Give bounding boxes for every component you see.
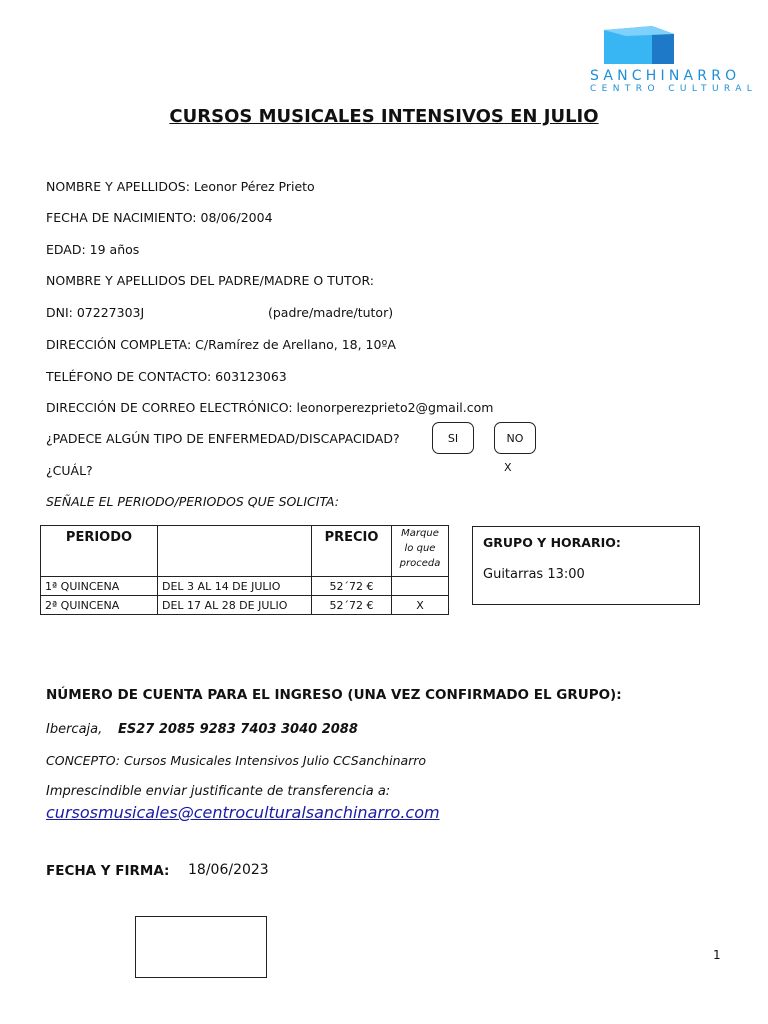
grupo-label: GRUPO Y HORARIO: <box>483 535 621 550</box>
checkbox-no[interactable] <box>494 422 536 454</box>
field-tutor: NOMBRE Y APELLIDOS DEL PADRE/MADRE O TUTOR: <box>46 273 374 288</box>
page-number: 1 <box>713 948 721 962</box>
pago-banco: Ibercaja, <box>46 722 103 737</box>
field-nombre: NOMBRE Y APELLIDOS: Leonor Pérez Prieto <box>46 179 315 194</box>
field-direccion: DIRECCIÓN COMPLETA: C/Ramírez de Arellano, 18, 10ºA <box>46 337 396 352</box>
table-row <box>41 577 449 596</box>
col-header-marque: Marque lo que proceda <box>392 526 449 577</box>
pago-iban: ES27 2085 9283 7403 3040 2088 <box>118 722 358 737</box>
table-row <box>41 596 449 615</box>
logo-word-centro-cultural: CENTRO CULTURAL <box>590 84 758 94</box>
firma-label: FECHA Y FIRMA: <box>46 863 170 879</box>
signature-box[interactable] <box>135 916 267 978</box>
cell-fechas: DEL 3 AL 14 DE JULIO <box>158 577 312 596</box>
periodo-prompt: SEÑALE EL PERIODO/PERIODOS QUE SOLICITA: <box>46 494 339 509</box>
field-dni-note: (padre/madre/tutor) <box>268 305 394 320</box>
pago-justificante: Imprescindible enviar justificante de transferencia a: <box>46 784 391 799</box>
cell-precio: 52´72 € <box>312 596 392 615</box>
page-title: CURSOS MUSICALES INTENSIVOS EN JULIO <box>169 106 599 127</box>
col-header-periodo: PERIODO <box>41 526 158 577</box>
sanchinarro-logo <box>546 8 760 104</box>
checkbox-si-label: SI <box>447 431 459 445</box>
checkbox-no-label: NO <box>506 431 524 445</box>
field-correo: DIRECCIÓN DE CORREO ELECTRÓNICO: leonorperezprieto2@gmail.com <box>46 400 494 415</box>
cell-precio: 52´72 € <box>312 577 392 596</box>
cell-mark[interactable] <box>392 577 449 596</box>
field-fecha-nacimiento: FECHA DE NACIMIENTO: 08/06/2004 <box>46 210 273 225</box>
period-table <box>40 525 449 615</box>
field-cual: ¿CUÁL? <box>46 463 93 478</box>
cell-mark[interactable]: X <box>392 596 449 615</box>
cell-periodo: 1ª QUINCENA <box>41 577 158 596</box>
email-link-wrap <box>46 803 440 822</box>
pago-concepto: CONCEPTO: Cursos Musicales Intensivos Julio CCSanchinarro <box>46 753 427 768</box>
building-logo-icon <box>546 8 760 68</box>
field-dni: DNI: 07227303J <box>46 305 145 320</box>
period-table-header <box>41 526 449 577</box>
cual-mark: X <box>504 461 512 474</box>
field-edad: EDAD: 19 años <box>46 242 140 257</box>
cell-periodo: 2ª QUINCENA <box>41 596 158 615</box>
grupo-horario-box <box>472 526 700 605</box>
field-enfermedad: ¿PADECE ALGÚN TIPO DE ENFERMEDAD/DISCAPACIDAD? <box>46 431 400 446</box>
email-link[interactable]: cursosmusicales@centroculturalsanchinarro.com <box>46 803 440 822</box>
pago-heading: NÚMERO DE CUENTA PARA EL INGRESO (UNA VEZ CONFIRMADO EL GRUPO): <box>46 687 622 703</box>
col-header-fechas <box>158 526 312 577</box>
cell-fechas: DEL 17 AL 28 DE JULIO <box>158 596 312 615</box>
col-header-precio: PRECIO <box>312 526 392 577</box>
firma-value: 18/06/2023 <box>188 862 269 878</box>
field-telefono: TELÉFONO DE CONTACTO: 603123063 <box>46 369 287 384</box>
grupo-value: Guitarras 13:00 <box>483 567 585 582</box>
logo-word-sanchinarro: SANCHINARRO <box>590 68 741 84</box>
checkbox-si[interactable] <box>432 422 474 454</box>
